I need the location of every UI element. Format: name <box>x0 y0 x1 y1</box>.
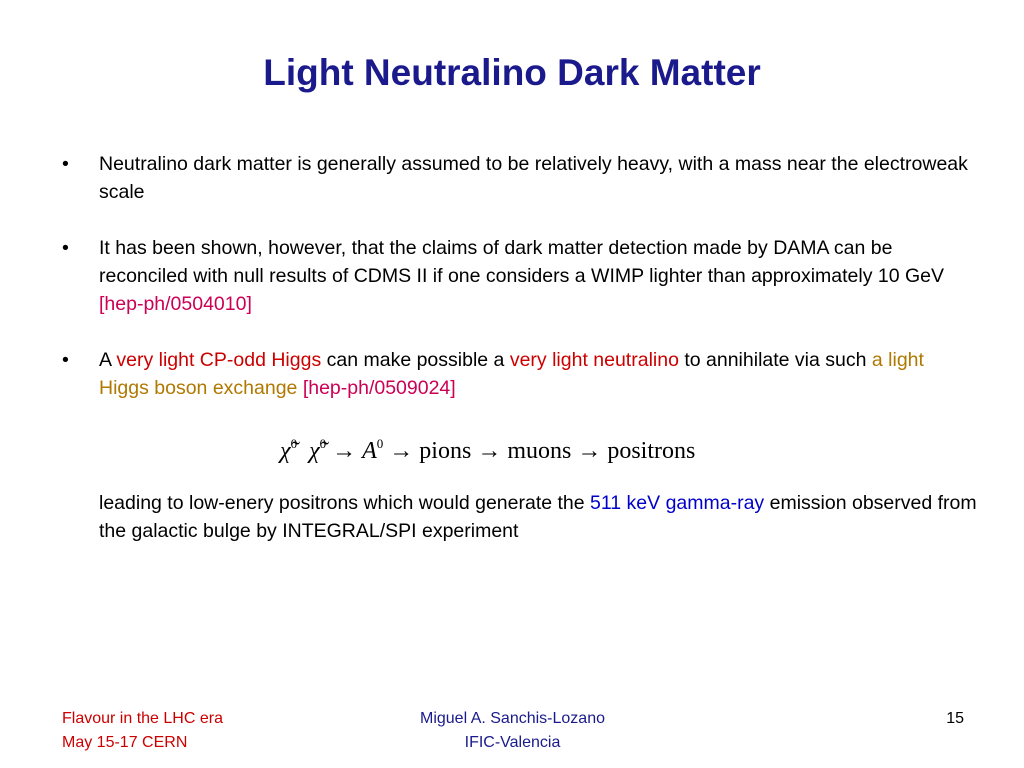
bullet-item <box>62 234 972 318</box>
footer-event <box>62 707 223 755</box>
bullet-list <box>62 150 972 430</box>
superscript: 0 <box>376 436 384 451</box>
bullet-text: It has been shown, however, that the claims of dark matter detection made by DAMA can be reconciled with null results of CDMS II if one considers a WIMP lighter than approximately 10 GeV <box>99 237 945 287</box>
bullet-dot: • <box>62 349 69 371</box>
highlight-text: very light CP-odd Higgs <box>116 349 322 371</box>
equation-term: positrons <box>607 438 696 464</box>
reference-link[interactable]: [hep-ph/0504010] <box>99 293 252 315</box>
highlight-text: 511 keV gamma-ray <box>590 492 765 514</box>
footer-event-name: Flavour in the LHC era <box>62 710 223 727</box>
bullet-dot: • <box>62 153 69 175</box>
paragraph-text: leading to low-enery positrons which would generate the <box>99 492 585 514</box>
footer-author-affiliation: IFIC-Valencia <box>464 734 561 751</box>
equation-term: pions <box>419 438 472 464</box>
reference-link[interactable]: [hep-ph/0509024] <box>302 377 456 399</box>
bullet-dot: • <box>62 237 69 259</box>
neutralino-symbol: χ̃ <box>280 438 291 464</box>
equation-term: muons <box>507 438 572 464</box>
annihilation-equation <box>280 436 695 465</box>
bullet-item <box>62 346 972 402</box>
superscript: 0 <box>319 436 327 451</box>
bullet-text: can make possible a <box>326 349 505 371</box>
page-number: 15 <box>946 710 964 727</box>
higgs-symbol: A <box>362 438 377 464</box>
footer-author-name: Miguel A. Sanchis-Lozano <box>420 710 605 727</box>
footer-event-date: May 15-17 CERN <box>62 734 188 751</box>
arrow-symbol: → <box>577 438 602 464</box>
arrow-symbol: → <box>332 438 357 464</box>
superscript: 0 <box>290 436 298 451</box>
highlight-text: very light neutralino <box>509 349 679 371</box>
footer-author <box>390 707 635 755</box>
arrow-symbol: → <box>389 438 414 464</box>
bullet-text: A <box>99 349 111 371</box>
neutralino-symbol: χ̃ <box>309 438 320 464</box>
bullet-text: to annihilate via such <box>684 349 867 371</box>
highlight-text: a light Higgs boson exchange <box>99 349 924 399</box>
slide-title: Light Neutralino Dark Matter <box>263 52 761 93</box>
paragraph-text: emission observed from the galactic bulge by INTEGRAL/SPI experiment <box>99 492 977 542</box>
arrow-symbol: → <box>477 438 502 464</box>
bullet-text: Neutralino dark matter is generally assumed to be relatively heavy, with a mass near the electroweak scale <box>99 153 968 203</box>
leading-paragraph <box>99 489 979 545</box>
bullet-item <box>62 150 972 206</box>
